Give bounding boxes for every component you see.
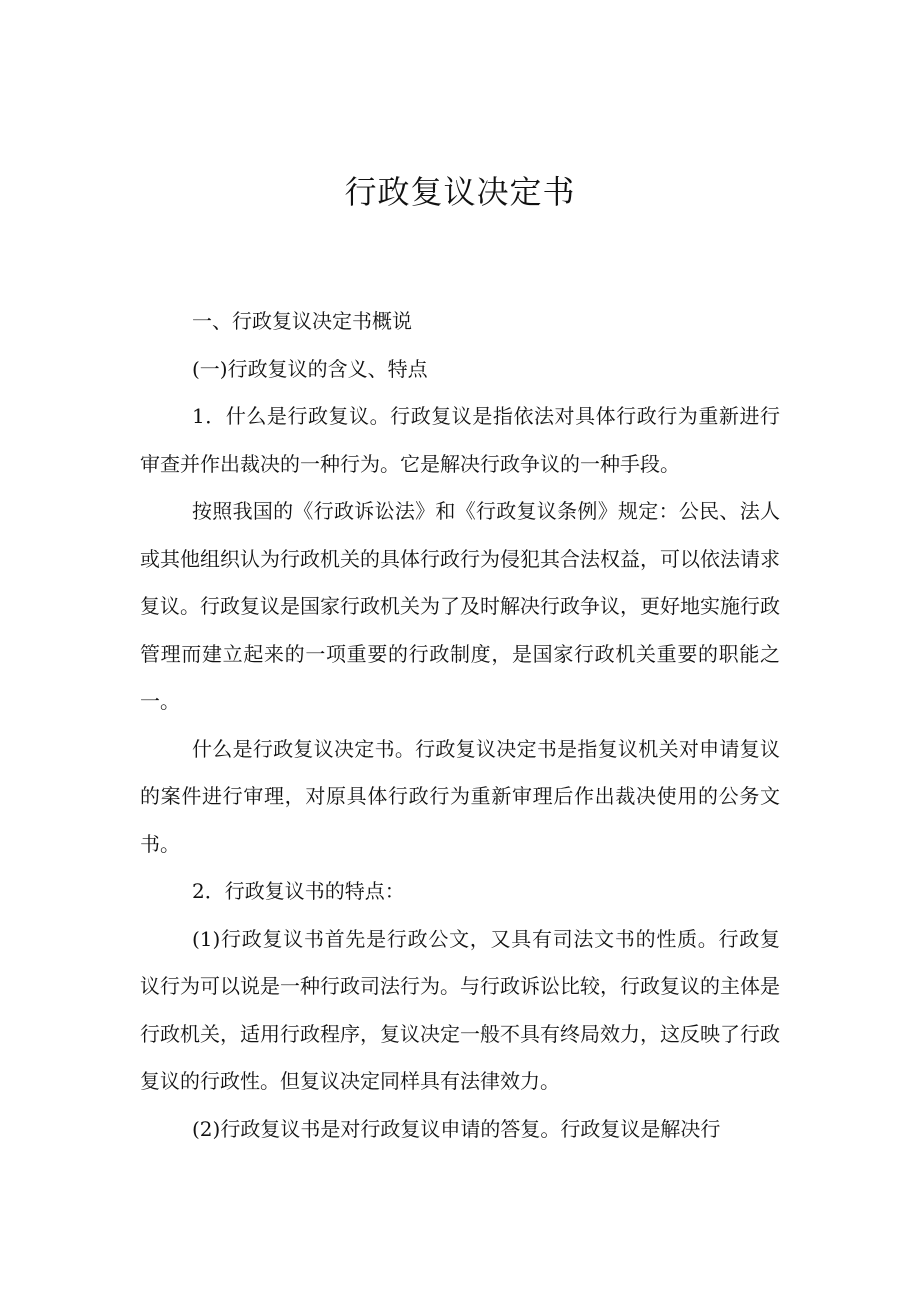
body-paragraph: 1．什么是行政复议。行政复议是指依法对具体行政行为重新进行审查并作出裁决的一种行为。它是解决行政争议的一种手段。 <box>140 404 780 476</box>
body-paragraph: (2)行政复议书是对行政复议申请的答复。行政复议是解决行 <box>192 1116 721 1141</box>
body-paragraph: 按照我国的《行政诉讼法》和《行政复议条例》规定：公民、法人或其他组织认为行政机关的具体行政行为侵犯其合法权益，可以依法请求复议。行政复议是国家行政机关为了及时解决行政争议，更好地实施行政管理而建立起来的一项重要的行政制度，是国家行政机关重要的职能之一。 <box>140 499 780 713</box>
document-title: 行政复议决定书 <box>344 173 576 211</box>
subsection-heading: (一)行政复议的含义、特点 <box>192 356 428 381</box>
section-heading: 一、行政复议决定书概说 <box>192 309 412 333</box>
body-paragraph: 什么是行政复议决定书。行政复议决定书是指复议机关对申请复议的案件进行审理，对原具体行政行为重新审理后作出裁决使用的公务文书。 <box>140 736 780 856</box>
list-heading: 2．行政复议书的特点： <box>192 879 405 903</box>
body-paragraph: (1)行政复议书首先是行政公文，又具有司法文书的性质。行政复议行为可以说是一种行政司法行为。与行政诉讼比较，行政复议的主体是行政机关，适用行政程序，复议决定一般不具有终局效力，这反映了行政复议的行政性。但复议决定同样具有法律效力。 <box>140 926 780 1093</box>
document-body <box>140 298 780 1153</box>
